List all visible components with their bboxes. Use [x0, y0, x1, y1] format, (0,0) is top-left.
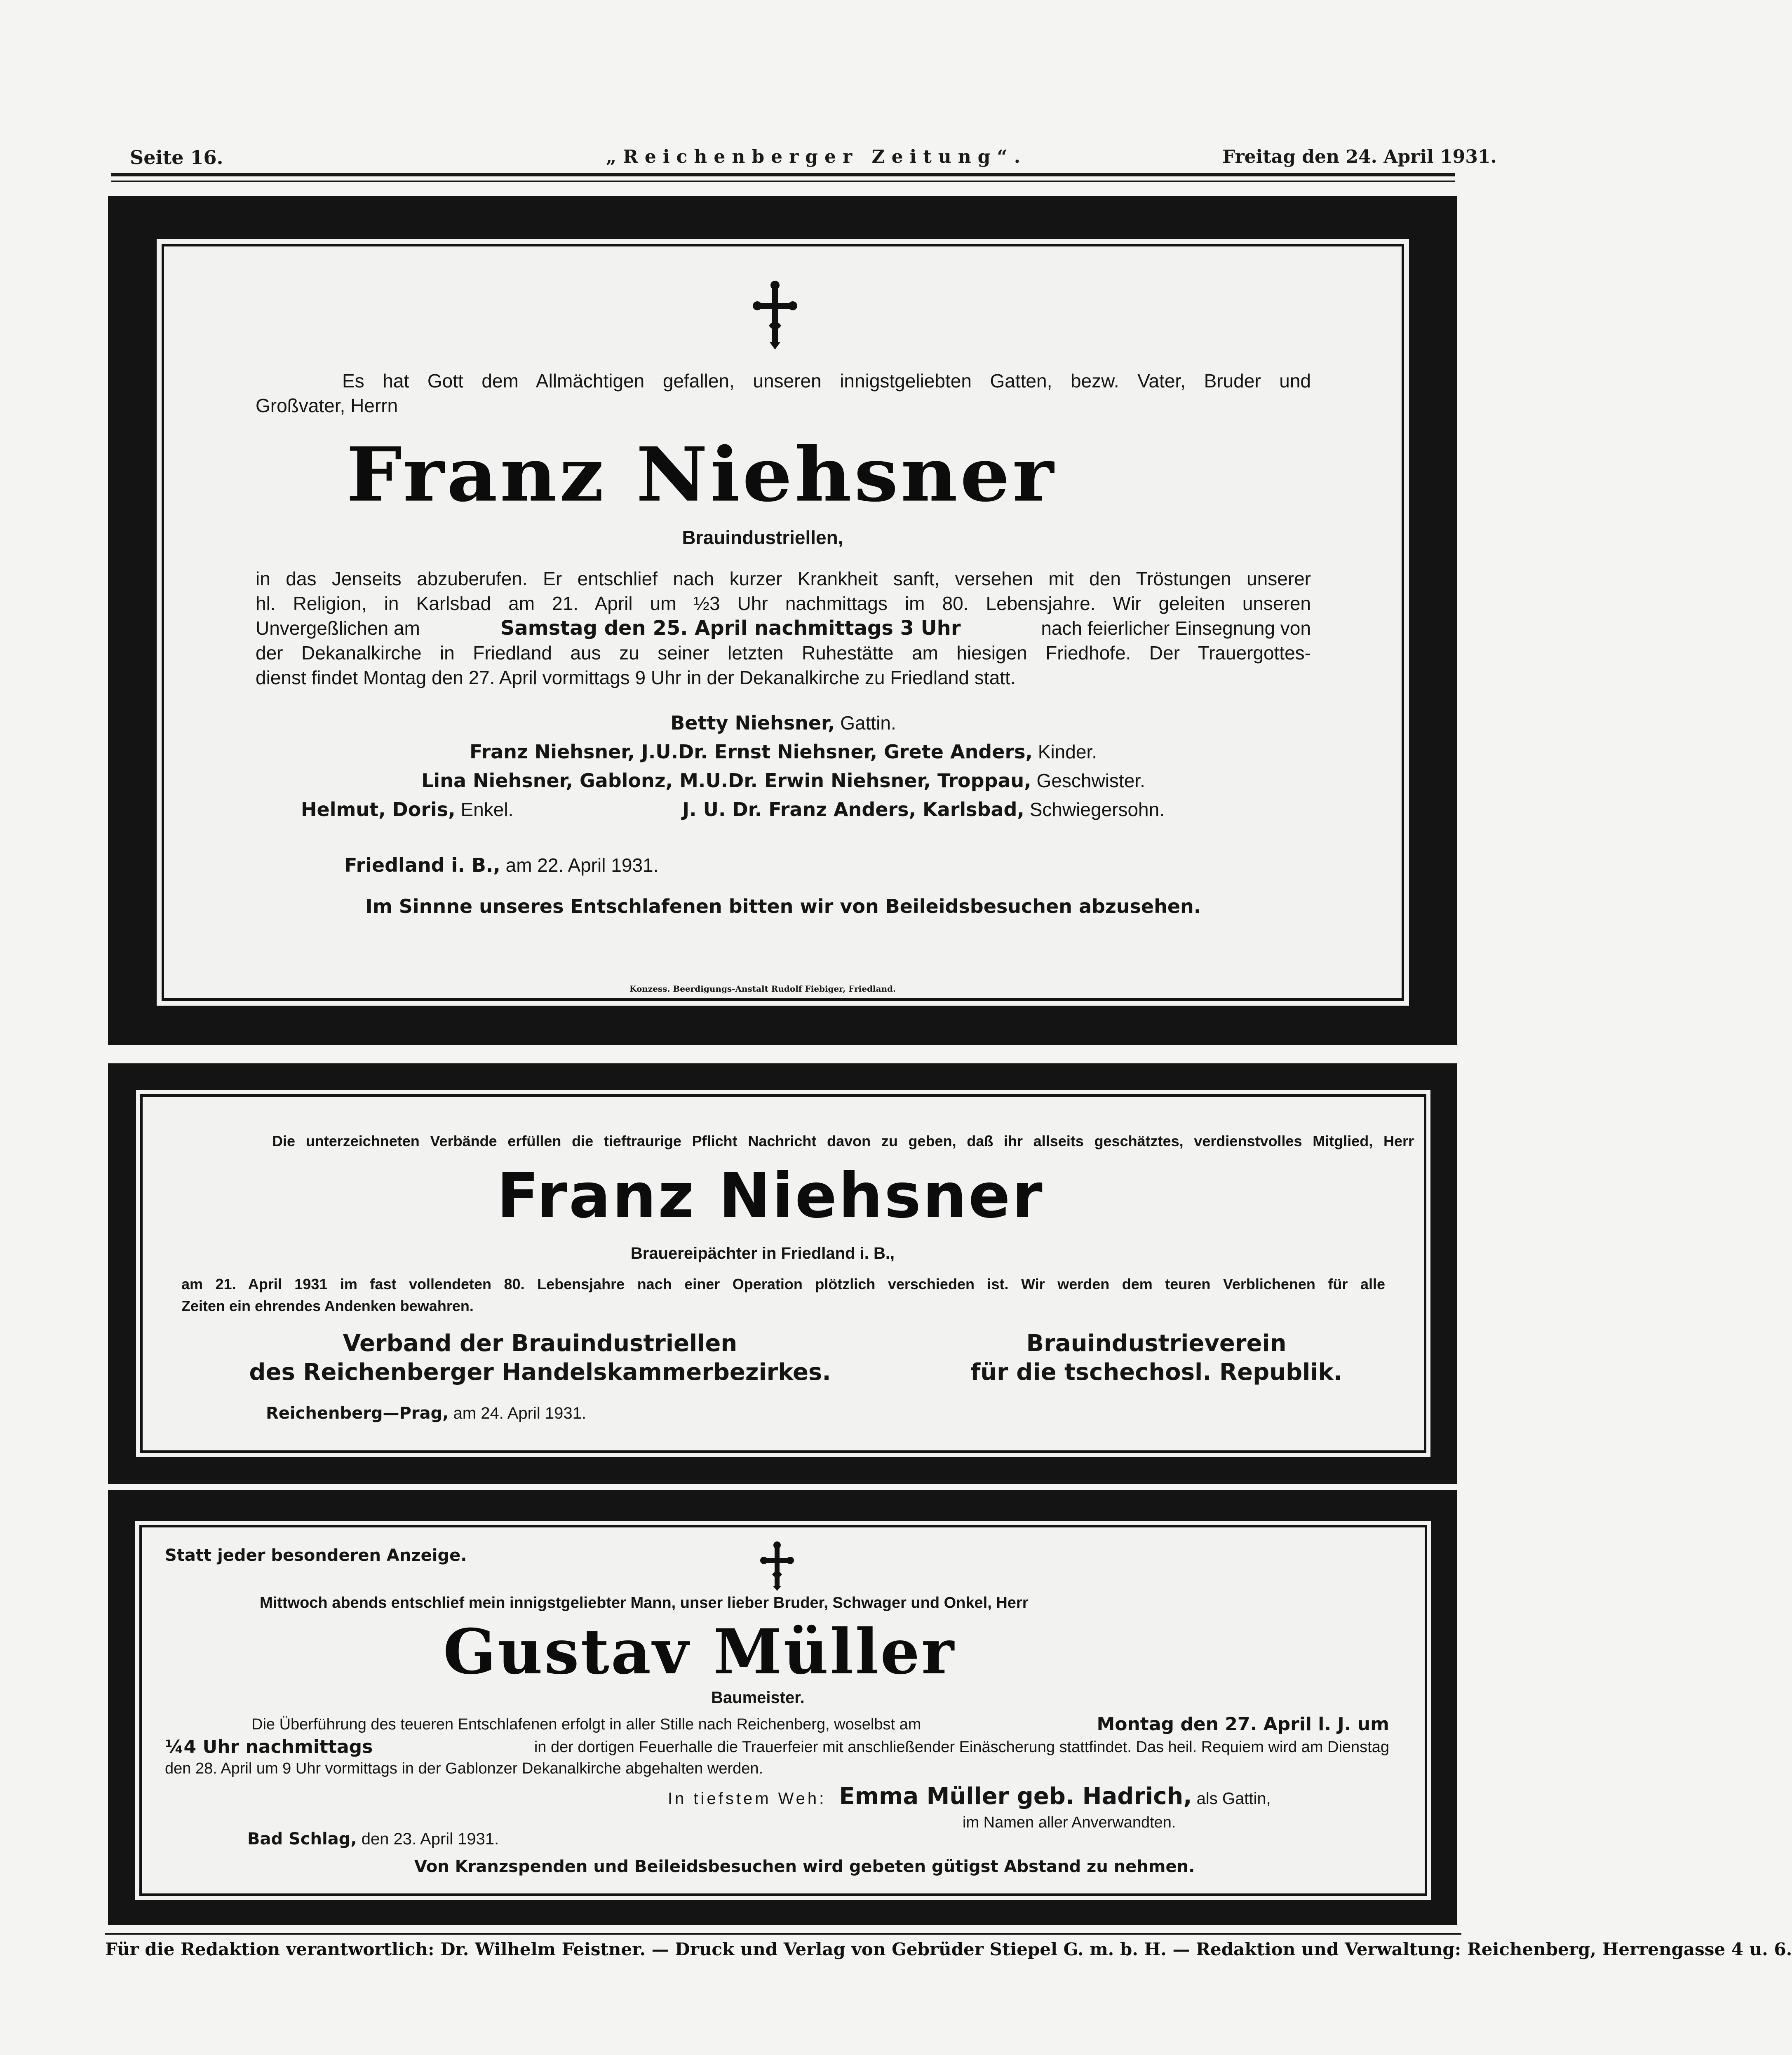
widow-line [668, 1785, 1271, 1811]
mourner-children: Franz Niehsner, J.U.Dr. Ernst Niehsner, Grete Anders, [470, 741, 1033, 763]
notice-2-body-line-2: Zeiten ein ehrendes Andenken bewahren. [181, 1297, 474, 1314]
son-in-law-name: J. U. Dr. Franz Anders, Karlsbad, [682, 798, 1024, 821]
deceased-name: Gustav Müller [443, 1616, 956, 1688]
notice-3-request: Von Kranzspenden und Beileidsbesuchen wird gebeten gütigst Abstand zu nehmen. [414, 1857, 1195, 1876]
notice-1-request: Im Sinnne unseres Entschlafenen bitten wir von Beileidsbesuchen abzusehen. [365, 895, 1201, 917]
deceased-title: Brauindustriellen, [682, 527, 843, 548]
funeral-date: Samstag den 25. April nachmittags 3 Uhr [500, 617, 961, 640]
notice-1-body-line-4: der Dekanalkirche in Friedland aus zu seiner letzten Ruhestätte am hiesigen Friedhofe. Der Trauergottes- [256, 642, 1311, 664]
date: am 22. April 1931. [500, 854, 659, 876]
widow-line-2: im Namen aller Anverwandten. [963, 1814, 1176, 1831]
ceremony-time: ¼4 Uhr nachmittags [165, 1736, 373, 1757]
member-title: Brauereipächter in Friedland i. B., [630, 1244, 895, 1262]
mourner-wife: Betty Niehsner, [670, 712, 835, 734]
grandchildren-names: Helmut, Doris, [301, 798, 456, 821]
newspaper-title: „Reichenberger Zeitung“. [606, 146, 1027, 167]
cross-icon [752, 280, 798, 350]
body-line-3-end: nach feierlicher Einsegnung von [1041, 617, 1311, 639]
widow-name: Emma Müller geb. Hadrich, [839, 1783, 1192, 1810]
org-left-name-1: Verband der Brauindustriellen [343, 1330, 737, 1357]
notice-1-intro-line-2: Großvater, Herrn [256, 395, 398, 416]
org-right-name-1: Brauindustrieverein [1026, 1330, 1287, 1357]
member-name: Franz Niehsner [497, 1160, 1044, 1232]
notice-1-body-line-1: in das Jenseits abzuberufen. Er entschlief nach kurzer Krankheit sanft, versehen mit den Tröstungen unserer [256, 568, 1311, 589]
notice-1-body-line-5: dienst findet Montag den 27. April vormittags 9 Uhr in der Dekanalkirche zu Friedland statt. [256, 667, 1016, 688]
date: den 23. April 1931. [357, 1830, 499, 1848]
footer-rule [105, 1933, 1461, 1935]
date: am 24. April 1931. [449, 1404, 586, 1422]
org-left-name-2: des Reichenberger Handelskammerbezirkes. [249, 1359, 831, 1386]
ceremony-date: Montag den 27. April l. J. um [1097, 1714, 1389, 1735]
mourner-grandchildren [301, 798, 513, 821]
body-line-1-start: Die Überführung des teueren Entschlafenen erfolgt in aller Stille nach Reichenberg, woselbst am [251, 1716, 921, 1733]
mourner-siblings-relation: Geschwister. [1031, 770, 1145, 791]
notice-2-intro: Die unterzeichneten Verbände erfüllen die tieftraurige Pflicht Nachricht davon zu geben, daß ihr allseits geschätztes, verdienstvolles Mitglied, Herr [272, 1133, 1414, 1149]
notice-3-body-line-3: den 28. April um 9 Uhr vormittags in der Gablonzer Dekanalkirche abgehalten werden. [165, 1760, 763, 1777]
son-in-law-relation: Schwiegersohn. [1024, 799, 1165, 820]
notice-2-body-line-1: am 21. April 1931 im fast vollendeten 80. Lebensjahre nach einer Operation plötzlich verschieden ist. Wir werden dem teuren Verblichenen für alle [181, 1276, 1385, 1293]
widow-relation: als Gattin, [1192, 1790, 1271, 1808]
notice-3-body-line-2 [165, 1735, 1389, 1759]
notice-1-body-line-3 [256, 616, 1311, 640]
place: Bad Schlag, [247, 1830, 357, 1849]
body-line-2-rest: in der dortigen Feuerhalle die Trauerfeier mit anschließender Einäscherung stattfindet. Das heil. Requiem wird am Dienstag [534, 1738, 1389, 1756]
mourner-line-2 [330, 740, 1237, 764]
place: Reichenberg—Prag, [266, 1404, 449, 1423]
mourner-children-relation: Kinder. [1032, 741, 1097, 762]
notice-1-body-line-2: hl. Religion, in Karlsbad am 21. April um ½3 Uhr nachmittags im 80. Lebensjahre. Wir geleiten unseren [256, 593, 1311, 614]
place: Friedland i. B., [344, 854, 500, 876]
grandchildren-relation: Enkel. [455, 799, 514, 820]
mourner-line-1 [412, 711, 1154, 735]
org-right-name-2: für die tschechosl. Republik. [970, 1359, 1343, 1386]
body-line-3-start: Unvergeßlichen am [256, 617, 420, 639]
notice-1-place-date [344, 853, 658, 877]
notice-3-body-line-1 [251, 1712, 1389, 1736]
notice-1-intro-line-1: Es hat Gott dem Allmächtigen gefallen, unseren innigstgeliebten Gatten, bezw. Vater, Bruder und [342, 370, 1311, 392]
mourner-wife-relation: Gattin. [835, 712, 896, 734]
notice-3-place-date [247, 1827, 499, 1851]
mourner-line-3 [289, 769, 1278, 793]
notice-3-note: Statt jeder besonderen Anzeige. [165, 1546, 467, 1565]
undertaker-credit: Konzess. Beerdigungs-Anstalt Rudolf Fiebiger, Friedland. [629, 984, 896, 994]
mourner-son-in-law [682, 798, 1165, 821]
notice-3-intro: Mittwoch abends entschlief mein innigstgeliebter Mann, unser lieber Bruder, Schwager und Onkel, Herr [260, 1594, 1029, 1612]
deceased-name: Franz Niehsner [346, 431, 1056, 518]
header-rule [111, 173, 1455, 176]
notice-2-place-date [266, 1401, 586, 1425]
deceased-profession: Baumeister. [711, 1689, 805, 1707]
issue-date: Freitag den 24. April 1931. [1222, 146, 1497, 167]
header-rule-thin [111, 181, 1455, 182]
mourner-siblings: Lina Niehsner, Gablonz, M.U.Dr. Erwin Niehsner, Troppau, [421, 769, 1031, 792]
page-number: Seite 16. [130, 146, 223, 169]
cross-icon [761, 1541, 794, 1591]
grief-prefix: In tiefstem Weh: [668, 1790, 827, 1808]
imprint: Für die Redaktion verantwortlich: Dr. Wilhelm Feistner. — Druck und Verlag von Gebrüder Stiepel G. m. b. H. — Redaktion und Verwaltung: Reichenberg, Herrengasse 4 u. 6. [105, 1939, 1792, 1959]
